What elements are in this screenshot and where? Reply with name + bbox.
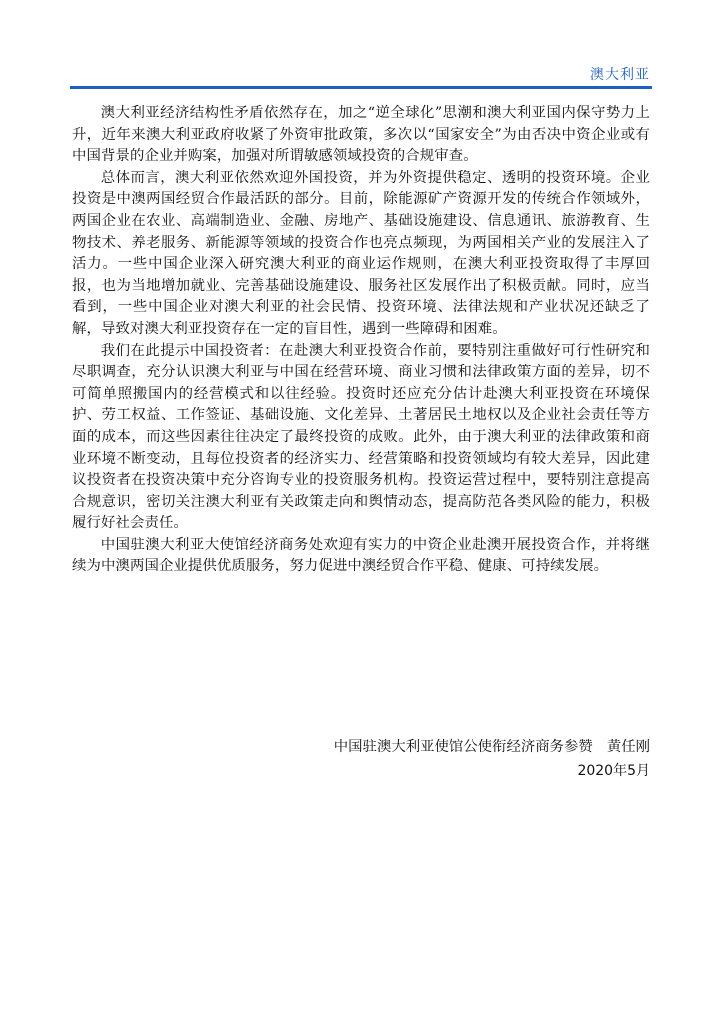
header-divider — [70, 86, 652, 89]
signature-date: 2020年5月 — [577, 763, 650, 779]
paragraph-4: 中国驻澳大利亚大使馆经济商务处欢迎有实力的中资企业赴澳开展投资合作，并将继续为中澳两国企业提供优质服务，努力促进中澳经贸合作平稳、健康、可持续发展。 — [72, 536, 650, 575]
paragraph-3: 我们在此提示中国投资者：在赴澳大利亚投资合作前，要特别注重做好可行性研究和尽职调查，充分认识澳大利亚与中国在经营环境、商业习惯和法律政策方面的差异，切不可简单照搬国内的经营模式和以往经验。投资时还应充分估计赴澳大利亚投资在环境保护、劳工权益、工作签证、基础设施、文化差异、土著居民土地权以及企业社会责任等方面的成本，而这些因素往往决定了最终投资的成败。此外，由于澳大利亚的法律政策和商业环境不断变动，且每位投资者的经济实力、经营策略和投资领域均有较大差异，因此建议投资者在投资决策中充分咨询专业的投资服务机构。投资运营过程中，要特别注意提高合规意识，密切关注澳大利亚有关政策走向和舆情动态，提高防范各类风险的能力，积极履行好社会责任。 — [72, 342, 650, 532]
paragraph-2: 总体而言，澳大利亚依然欢迎外国投资，并为外资提供稳定、透明的投资环境。企业投资是中澳两国经贸合作最活跃的部分。目前，除能源矿产资源开发的传统合作领域外，两国企业在农业、高端制造业、金融、房地产、基础设施建设、信息通讯、旅游教育、生物技术、养老服务、新能源等领域的投资合作也亮点频现，为两国相关产业的发展注入了活力。一些中国企业深入研究澳大利亚的商业运作规则，在澳大利亚投资取得了丰厚回报，也为当地增加就业、完善基础设施建设、服务社区发展作出了积极贡献。同时，应当看到，一些中国企业对澳大利亚的社会民情、投资环境、法律法规和产业状况还缺乏了解，导致对澳大利亚投资存在一定的盲目性，遇到一些障碍和困难。 — [72, 169, 650, 337]
signature-name: 黄任刚 — [606, 739, 650, 755]
signature-line — [334, 735, 650, 759]
paragraph-1: 澳大利亚经济结构性矛盾依然存在，加之“逆全球化”思潮和澳大利亚国内保守势力上升，近年来澳大利亚政府收紧了外资审批政策，多次以“国家安全”为由否决中资企业或有中国背景的企业并购案，加强对所谓敏感领域投资的合规审查。 — [72, 105, 650, 165]
article-body — [72, 103, 650, 578]
signature-block — [334, 735, 650, 783]
page-header-title: 澳大利亚 — [590, 67, 650, 83]
signature-title: 中国驻澳大利亚使馆公使衔经济商务参赞 — [333, 739, 593, 755]
